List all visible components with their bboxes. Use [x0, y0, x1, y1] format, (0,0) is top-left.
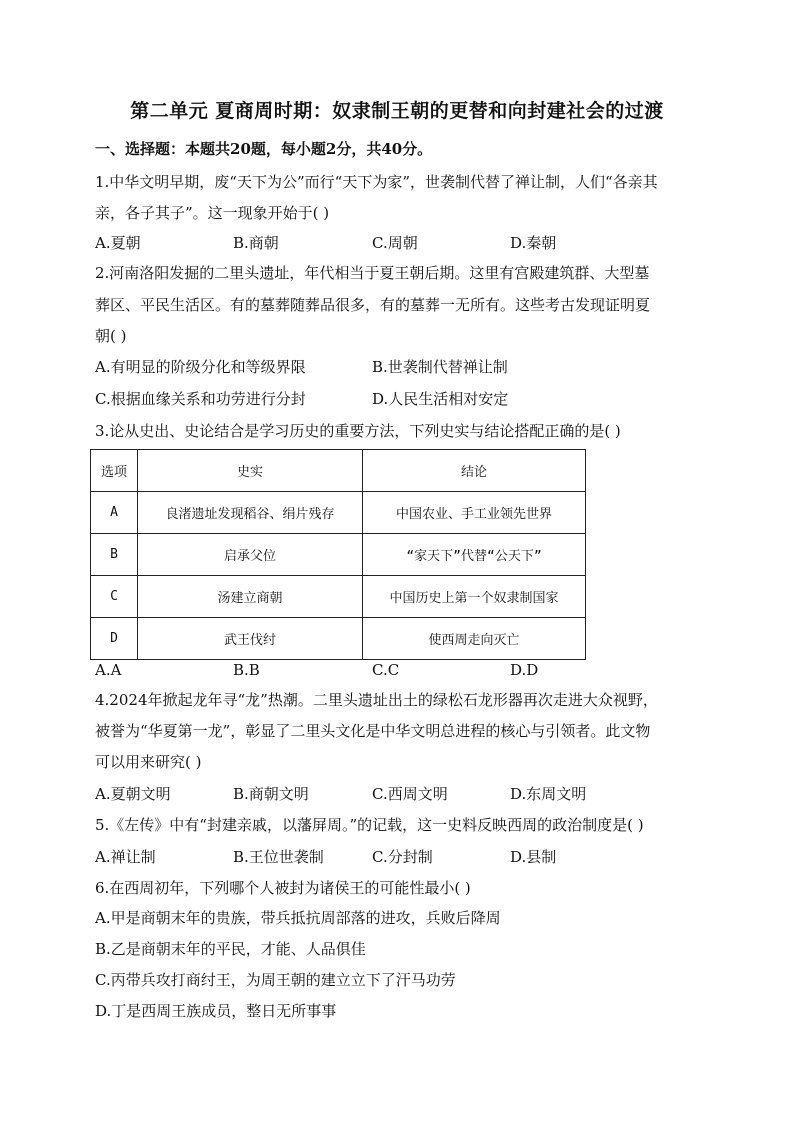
q1-text-line: 亲，各子其子”。这一现象开始于( ) [95, 204, 330, 222]
q4-option-a: A.夏朝文明 [95, 785, 171, 803]
q4-text-line: 被誉为“华夏第一龙”，彰显了二里头文化是中华文明总进程的核心与引领者。此文物 [95, 722, 651, 740]
table-cell: 武王伐纣 [138, 618, 363, 660]
table-cell: 中国历史上第一个奴隶制国家 [363, 576, 586, 618]
q1-option-c: C.周朝 [372, 234, 418, 252]
table-header-cell: 史实 [138, 450, 363, 492]
q6-option-a: A.甲是商朝末年的贵族，带兵抵抗周部落的进攻，兵败后降周 [95, 909, 501, 927]
q4-option-b: B.商朝文明 [233, 785, 309, 803]
table-cell: “家天下”代替“公天下” [363, 534, 586, 576]
table-cell: 使西周走向灭亡 [363, 618, 586, 660]
table-cell: 启承父位 [138, 534, 363, 576]
table-cell: 汤建立商朝 [138, 576, 363, 618]
q2-option-b: B.世袭制代替禅让制 [372, 358, 508, 376]
table-header-row [91, 450, 586, 492]
q4-text-line: 4.2024年掀起龙年寻“龙”热潮。二里头遗址出土的绿松石龙形器再次走进大众视野， [95, 691, 658, 709]
q6-option-d: D.丁是西周王族成员，整日无所事事 [95, 1002, 337, 1020]
table-row [91, 492, 586, 534]
table-header-cell: 结论 [363, 450, 586, 492]
table-cell: 中国农业、手工业领先世界 [363, 492, 586, 534]
q1-option-b: B.商朝 [233, 234, 279, 252]
q5-text-line: 5.《左传》中有“封建亲戚，以藩屏周。”的记载，这一史料反映西周的政治制度是( ) [95, 816, 644, 834]
q2-option-c: C.根据血缘关系和功劳进行分封 [95, 390, 306, 408]
q6-option-c: C.丙带兵攻打商纣王，为周王朝的建立立下了汗马功劳 [95, 971, 456, 989]
table-cell: C [91, 576, 138, 618]
q6-option-b: B.乙是商朝末年的平民，才能、人品俱佳 [95, 940, 366, 958]
q5-option-d: D.县制 [510, 848, 557, 866]
q2-option-d: D.人民生活相对安定 [372, 390, 509, 408]
q4-option-d: D.东周文明 [510, 785, 587, 803]
q5-option-c: C.分封制 [372, 848, 433, 866]
q2-text-line: 2.河南洛阳发掘的二里头遗址，年代相当于夏王朝后期。这里有宫殿建筑群、大型墓 [95, 264, 650, 282]
q5-option-a: A.禅让制 [95, 848, 156, 866]
q1-option-d: D.秦朝 [510, 234, 557, 252]
q5-option-b: B.王位世袭制 [233, 848, 324, 866]
table-cell: 良渚遗址发现稻谷、绢片残存 [138, 492, 363, 534]
q1-option-a: A.夏朝 [95, 234, 141, 252]
q2-text-line: 葬区、平民生活区。有的墓葬随葬品很多，有的墓葬一无所有。这些考古发现证明夏 [95, 296, 651, 314]
q2-text-line: 朝( ) [95, 327, 127, 345]
q2-option-a: A.有明显的阶级分化和等级界限 [95, 358, 306, 376]
q3-option-a: A.A [95, 661, 122, 679]
page-title: 第二单元 夏商周时期：奴隶制王朝的更替和向封建社会的过渡 [130, 100, 664, 122]
table-cell: A [91, 492, 138, 534]
table-cell: B [91, 534, 138, 576]
q3-option-c: C.C [372, 661, 400, 679]
table-row [91, 576, 586, 618]
q3-text-line: 3.论从史出、史论结合是学习历史的重要方法，下列史实与结论搭配正确的是( ) [95, 422, 621, 440]
q3-option-d: D.D [510, 661, 539, 679]
q3-table [90, 449, 586, 660]
q4-text-line: 可以用来研究( ) [95, 753, 202, 771]
table-header-cell: 选项 [91, 450, 138, 492]
q1-text-line: 1.中华文明早期，废“天下为公”而行“天下为家”，世袭制代替了禅让制，人们“各亲其 [95, 173, 658, 191]
q6-text-line: 6.在西周初年，下列哪个人被封为诸侯王的可能性最小( ) [95, 879, 471, 897]
q3-option-b: B.B [233, 661, 260, 679]
section-heading: 一、选择题：本题共20题，每小题2分，共40分。 [95, 140, 433, 158]
q4-option-c: C.西周文明 [372, 785, 448, 803]
table-row [91, 534, 586, 576]
table-cell: D [91, 618, 138, 660]
table-row [91, 618, 586, 660]
